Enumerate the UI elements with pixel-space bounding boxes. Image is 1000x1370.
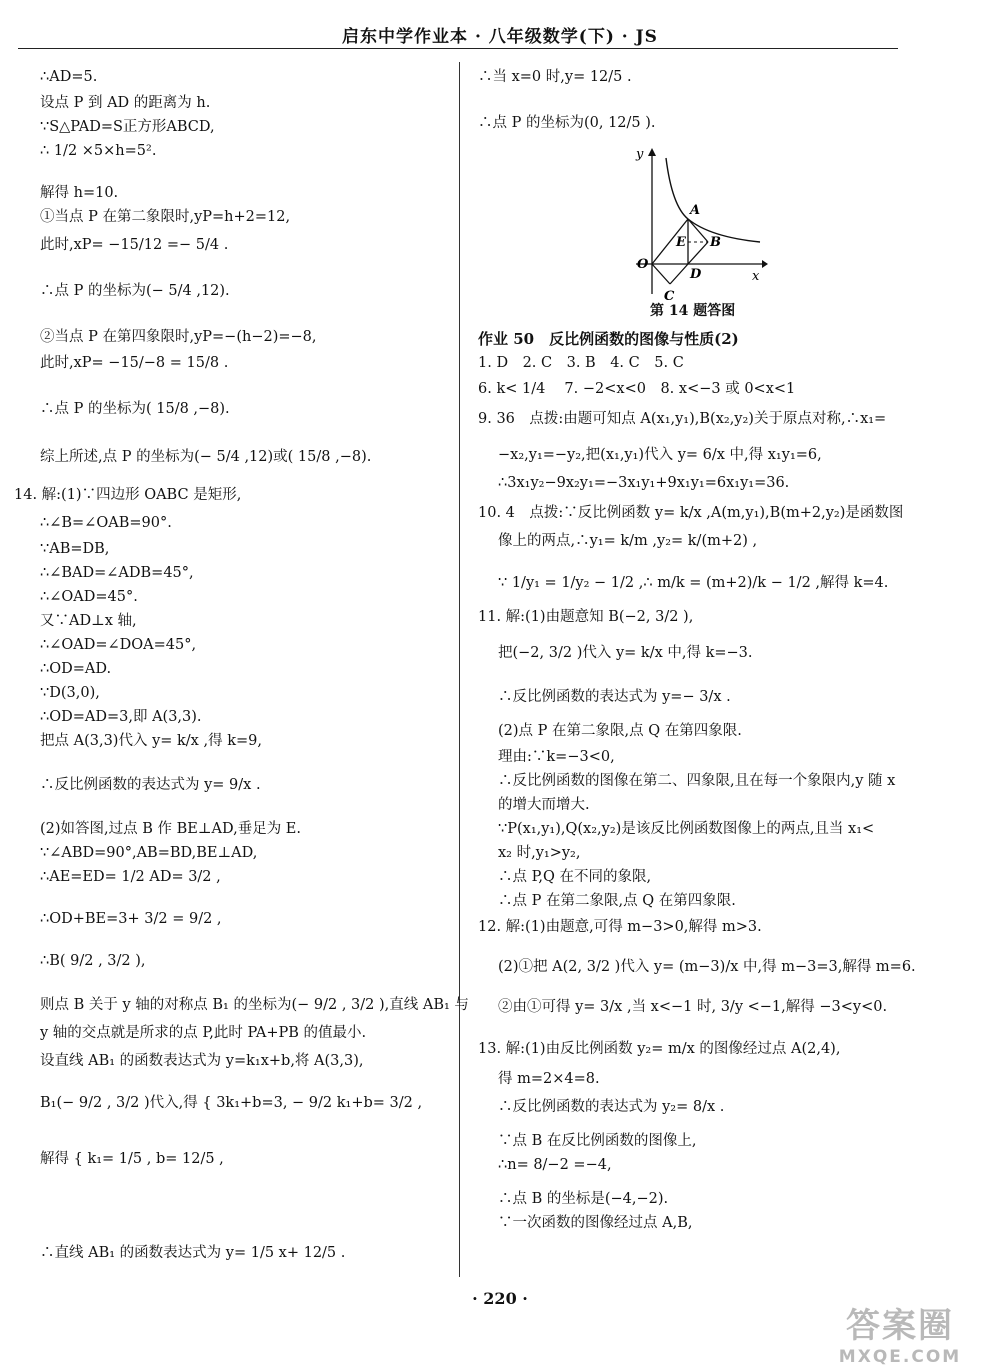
right-text-line: ∴反比例函数的图像在第二、四象限,且在每一个象限内,y 随 x <box>498 773 896 789</box>
segment-OC <box>652 264 670 284</box>
column-divider <box>459 62 460 1277</box>
right-text-line: (2)①把 A(2, 3/2 )代入 y= (m−3)/x 中,得 m−3=3,解得 m=6. <box>498 959 916 975</box>
figure-label-y: y <box>636 147 644 162</box>
left-text-line: ∴∠OAD=∠DOA=45°, <box>40 637 197 653</box>
right-text-line: 把(−2, 3/2 )代入 y= k/x 中,得 k=−3. <box>498 645 753 661</box>
right-text-line: 12. 解:(1)由题意,可得 m−3>0,解得 m>3. <box>478 919 762 935</box>
right-text-line: 9. 36 点拨:由题可知点 A(x₁,y₁),B(x₂,y₂)关于原点对称,∴x₁= <box>478 411 887 427</box>
section-title: 作业 50 反比例函数的图像与性质(2) <box>478 330 739 348</box>
watermark-logo <box>820 1298 980 1367</box>
right-text-line: 11. 解:(1)由题意知 B(−2, 3/2 ), <box>478 609 694 625</box>
left-text-line: ∴直线 AB₁ 的函数表达式为 y= 1/5 x+ 12/5 . <box>40 1245 346 1261</box>
left-text-line: 把点 A(3,3)代入 y= k/x ,得 k=9, <box>40 733 262 749</box>
answer-figure-14 <box>628 144 768 300</box>
watermark-url: MXQE.COM <box>838 1347 962 1367</box>
figure-label-B: B <box>710 235 721 250</box>
right-text-line: ∴点 B 的坐标是(−4,−2). <box>498 1191 669 1207</box>
right-text-line: ∴反比例函数的表达式为 y₂= 8/x . <box>498 1099 725 1115</box>
right-text-line: 像上的两点,∴y₁= k/m ,y₂= k/(m+2) , <box>498 533 758 549</box>
right-text-line: ∵一次函数的图像经过点 A,B, <box>498 1215 693 1231</box>
left-text-line: ∵AB=DB, <box>40 541 110 557</box>
right-text-line: ∴点 P,Q 在不同的象限, <box>498 869 652 885</box>
left-text-line: 综上所述,点 P 的坐标为(− 5/4 ,12)或( 15/8 ,−8). <box>40 449 372 465</box>
left-text-line: ∴OD=AD. <box>40 661 112 677</box>
right-text-line: ∵ 1/y₁ = 1/y₂ − 1/2 ,∴ m/k = (m+2)/k − 1/2 ,解得 k=4. <box>498 575 889 591</box>
figure-caption: 第 14 题答图 <box>650 303 736 319</box>
right-text-line: 6. k< 1/4 7. −2<x<0 8. x<−3 或 0<x<1 <box>478 381 796 397</box>
right-text-line: x₂ 时,y₁>y₂, <box>498 845 581 861</box>
left-text-line: ∴AE=ED= 1/2 AD= 3/2 , <box>40 869 221 885</box>
page-number: · 220 · <box>472 1289 528 1308</box>
left-text-line: ②当点 P 在第四象限时,yP=−(h−2)=−8, <box>40 329 317 345</box>
right-text-line: ∴n= 8/−2 =−4, <box>498 1157 612 1173</box>
right-top-line: ∴当 x=0 时,y= 12/5 . <box>478 69 632 85</box>
figure-label-C: C <box>664 289 675 300</box>
left-text-line: ∴OD=AD=3,即 A(3,3). <box>40 709 202 725</box>
left-text-line: ∴ 1/2 ×5×h=5². <box>40 143 157 159</box>
left-text-line: 解得 h=10. <box>40 185 119 201</box>
right-text-line: 理由:∵k=−3<0, <box>498 749 615 765</box>
page-header: 启东中学作业本 · 八年级数学(下) · JS <box>342 27 658 47</box>
right-text-line: ∵点 B 在反比例函数的图像上, <box>498 1133 697 1149</box>
left-text-line: ∴点 P 的坐标为( 15/8 ,−8). <box>40 401 230 417</box>
segment-CD <box>670 264 688 284</box>
left-text-line: 又∵AD⊥x 轴, <box>40 613 137 629</box>
figure-label-origin: O <box>637 257 649 272</box>
left-text-line: 解得 { k₁= 1/5 , b= 12/5 , <box>40 1151 224 1167</box>
left-text-line: (2)如答图,过点 B 作 BE⊥AD,垂足为 E. <box>40 821 301 837</box>
right-text-line: (2)点 P 在第二象限,点 Q 在第四象限. <box>498 723 742 739</box>
left-text-line: ∴反比例函数的表达式为 y= 9/x . <box>40 777 261 793</box>
segment-BD <box>688 242 708 264</box>
right-text-line: 的增大而增大. <box>498 797 590 813</box>
y-axis-arrow <box>648 148 656 156</box>
left-text-line: ∴OD+BE=3+ 3/2 = 9/2 , <box>40 911 222 927</box>
right-text-line: ∵P(x₁,y₁),Q(x₂,y₂)是该反比例函数图像上的两点,且当 x₁< <box>498 821 875 837</box>
watermark-text: 答案圈 <box>846 1306 954 1346</box>
right-text-line: 得 m=2×4=8. <box>498 1071 600 1087</box>
left-text-line: ∵∠ABD=90°,AB=BD,BE⊥AD, <box>40 845 258 861</box>
left-text-line: y 轴的交点就是所求的点 P,此时 PA+PB 的值最小. <box>40 1025 367 1041</box>
left-text-line: ∵D(3,0), <box>40 685 100 701</box>
left-text-line: ∴AD=5. <box>40 69 98 85</box>
left-text-line: ∴B( 9/2 , 3/2 ), <box>40 953 146 969</box>
figure-label-E: E <box>676 235 686 250</box>
left-text-line: 设点 P 到 AD 的距离为 h. <box>40 95 211 111</box>
figure-label-x: x <box>752 269 760 284</box>
segment-AB <box>688 219 708 242</box>
left-text-line: ∴∠OAD=45°. <box>40 589 138 605</box>
right-text-line: ∴点 P 在第二象限,点 Q 在第四象限. <box>498 893 736 909</box>
right-text-line: 1. D 2. C 3. B 4. C 5. C <box>478 355 684 371</box>
figure-label-A: A <box>690 203 701 218</box>
x-axis-arrow <box>762 260 768 268</box>
right-text-line: ∴反比例函数的表达式为 y=− 3/x . <box>498 689 731 705</box>
right-text-line: −x₂,y₁=−y₂,把(x₁,y₁)代入 y= 6/x 中,得 x₁y₁=6, <box>498 447 822 463</box>
left-text-line: 此时,xP= −15/−8 = 15/8 . <box>40 355 229 371</box>
left-text-line: ∵S△PAD=S正方形ABCD, <box>40 119 215 135</box>
right-text-line: ∴3x₁y₂−9x₂y₁=−3x₁y₁+9x₁y₁=6x₁y₁=36. <box>498 475 790 491</box>
left-text-line: ∴∠BAD=∠ADB=45°, <box>40 565 194 581</box>
right-text-line: ②由①可得 y= 3/x ,当 x<−1 时, 3/y <−1,解得 −3<y<0. <box>498 999 888 1015</box>
figure-label-D: D <box>690 267 702 282</box>
left-text-line: 此时,xP= −15/12 =− 5/4 . <box>40 237 229 253</box>
left-text-line: ∴∠B=∠OAB=90°. <box>40 515 172 531</box>
left-text-line: 则点 B 关于 y 轴的对称点 B₁ 的坐标为(− 9/2 , 3/2 ),直线 AB₁ 与 <box>40 997 469 1013</box>
header-rule <box>18 48 898 49</box>
left-text-line: 14. 解:(1)∵四边形 OABC 是矩形, <box>14 487 242 503</box>
left-text-line: B₁(− 9/2 , 3/2 )代入,得 { 3k₁+b=3, − 9/2 k₁+b= 3/2 , <box>40 1095 423 1111</box>
right-text-line: 13. 解:(1)由反比例函数 y₂= m/x 的图像经过点 A(2,4), <box>478 1041 841 1057</box>
right-top-line: ∴点 P 的坐标为(0, 12/5 ). <box>478 115 656 131</box>
left-text-line: ①当点 P 在第二象限时,yP=h+2=12, <box>40 209 291 225</box>
right-text-line: 10. 4 点拨:∵反比例函数 y= k/x ,A(m,y₁),B(m+2,y₂)是函数图 <box>478 505 904 521</box>
left-text-line: 设直线 AB₁ 的函数表达式为 y=k₁x+b,将 A(3,3), <box>40 1053 364 1069</box>
left-text-line: ∴点 P 的坐标为(− 5/4 ,12). <box>40 283 230 299</box>
